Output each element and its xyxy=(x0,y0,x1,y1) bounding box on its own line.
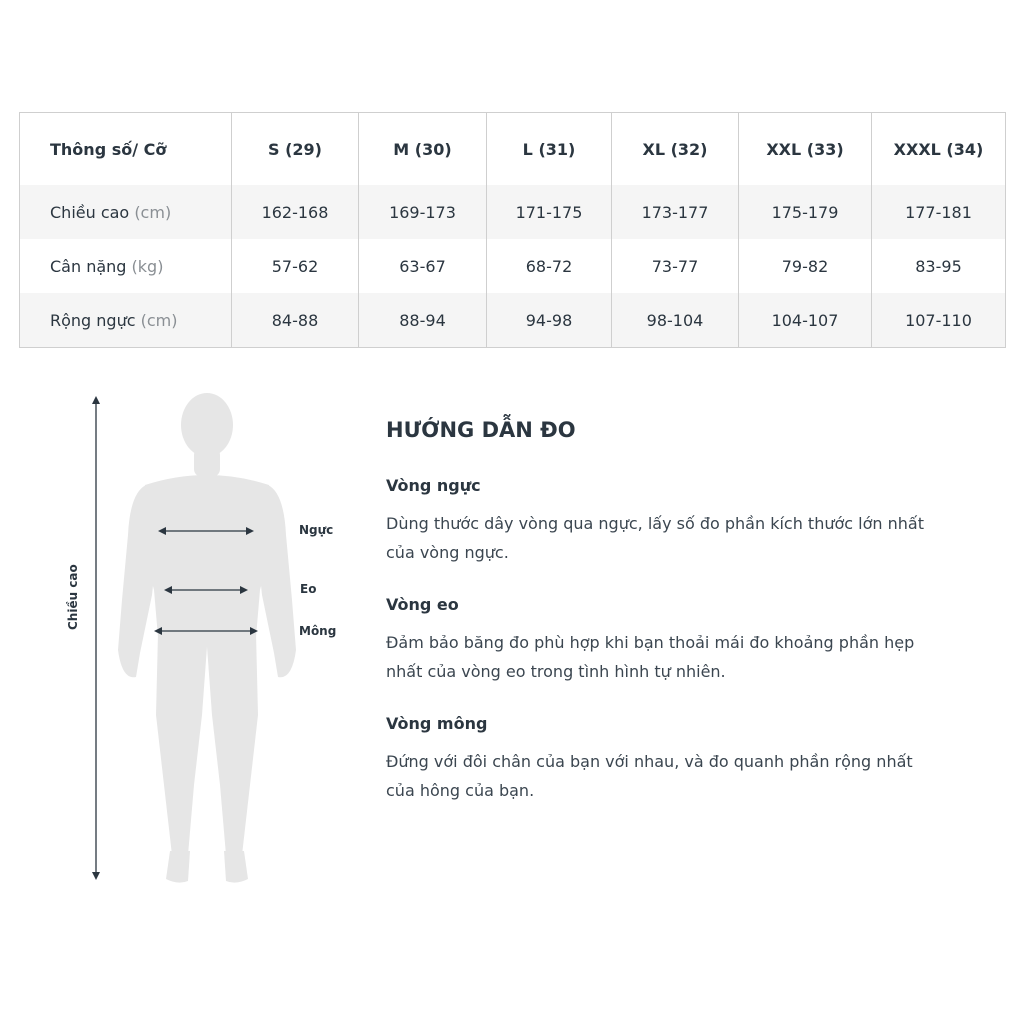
table-cell: 171-175 xyxy=(487,185,612,239)
row-unit: (cm) xyxy=(140,310,178,330)
table-cell: 177-181 xyxy=(872,185,1006,239)
hip-section-text: Đứng với đôi chân của bạn với nhau, và đo quanh phần rộng nhất của hông của bạn. xyxy=(386,752,913,800)
table-cell: 57-62 xyxy=(232,239,359,293)
row-unit: (kg) xyxy=(131,256,164,276)
height-label: Chiều cao xyxy=(66,564,80,630)
table-row-weight xyxy=(20,239,1006,293)
body-silhouette-icon xyxy=(60,385,360,895)
table-cell: 63-67 xyxy=(359,239,487,293)
header-cell-size-l: L (31) xyxy=(487,113,612,186)
header-cell-spec: Thông số/ Cỡ xyxy=(50,139,167,159)
table-cell: 175-179 xyxy=(739,185,872,239)
header-cell-size-s: S (29) xyxy=(232,113,359,186)
waist-section-text: Đảm bảo băng đo phù hợp khi bạn thoải mái đo khoảng phần hẹp nhất của vòng eo trong tình hình tự nhiên. xyxy=(386,633,915,681)
table-cell: 173-177 xyxy=(612,185,739,239)
row-unit: (cm) xyxy=(134,202,172,222)
table-cell: 169-173 xyxy=(359,185,487,239)
chest-section-title: Vòng ngực xyxy=(386,476,481,495)
table-cell: 162-168 xyxy=(232,185,359,239)
table-row-chest xyxy=(20,293,1006,348)
table-cell: 104-107 xyxy=(739,293,872,348)
header-cell-size-xxxl: XXXL (34) xyxy=(872,113,1006,186)
table-cell: 88-94 xyxy=(359,293,487,348)
table-cell: 107-110 xyxy=(872,293,1006,348)
size-table xyxy=(19,112,1006,348)
table-row-height xyxy=(20,185,1006,239)
table-cell: 98-104 xyxy=(612,293,739,348)
row-label: Chiều cao xyxy=(50,202,130,222)
waist-label: Eo xyxy=(300,582,317,596)
header-cell-size-xxl: XXL (33) xyxy=(739,113,872,186)
row-label-cell xyxy=(20,293,232,348)
table-cell: 83-95 xyxy=(872,239,1006,293)
chest-label: Ngực xyxy=(299,523,334,537)
body-silhouette xyxy=(118,393,296,883)
hip-label: Mông xyxy=(299,624,337,638)
row-label-cell xyxy=(20,239,232,293)
chest-section-text: Dùng thước dây vòng qua ngực, lấy số đo phần kích thước lớn nhất của vòng ngực. xyxy=(386,514,924,562)
table-cell: 73-77 xyxy=(612,239,739,293)
measurement-guide xyxy=(386,418,926,833)
row-label-cell xyxy=(20,185,232,239)
measurement-figure xyxy=(60,385,360,895)
row-label: Cân nặng xyxy=(50,256,127,276)
table-cell: 79-82 xyxy=(739,239,872,293)
guide-title: HƯỚNG DẪN ĐO xyxy=(386,418,576,442)
table-cell: 94-98 xyxy=(487,293,612,348)
hip-section-title: Vòng mông xyxy=(386,714,488,733)
table-header-row xyxy=(20,113,1006,186)
header-cell-size-m: M (30) xyxy=(359,113,487,186)
header-cell-size-xl: XL (32) xyxy=(612,113,739,186)
waist-section-title: Vòng eo xyxy=(386,595,459,614)
table-cell: 68-72 xyxy=(487,239,612,293)
table-cell: 84-88 xyxy=(232,293,359,348)
row-label: Rộng ngực xyxy=(50,310,136,330)
